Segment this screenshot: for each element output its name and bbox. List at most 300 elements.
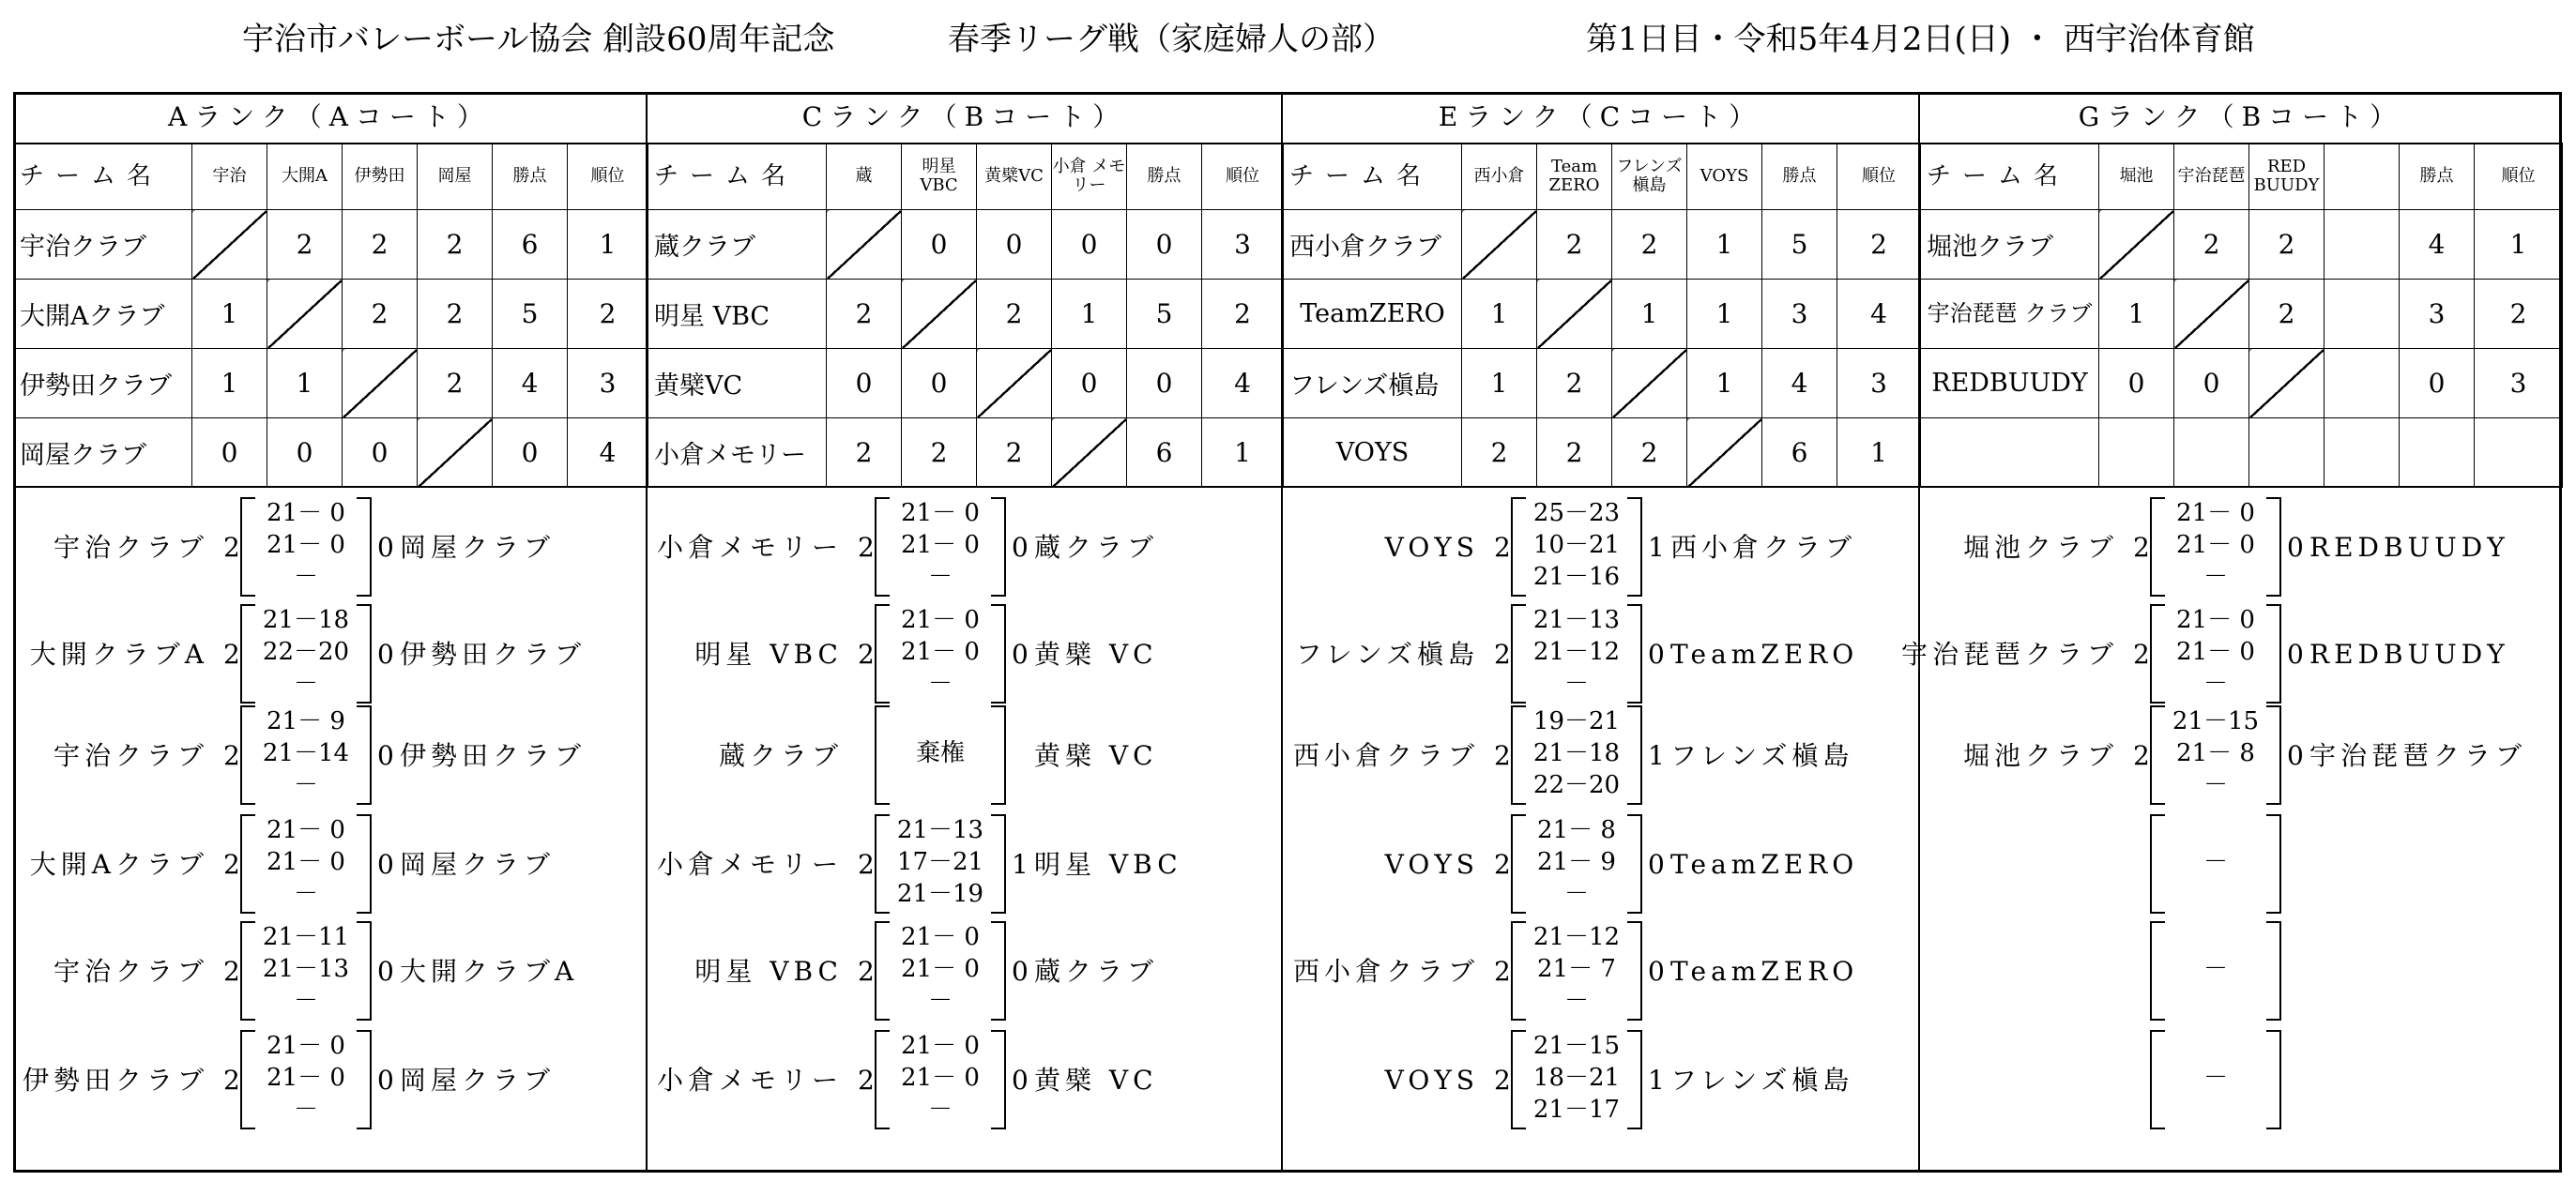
diagonal-cell: [343, 349, 418, 418]
set-score: 21－11: [262, 923, 350, 951]
table-row: [14, 418, 648, 488]
column-header: 順位: [2475, 144, 2563, 210]
team-name-header: チーム名: [648, 144, 827, 210]
score-bracket-left: [875, 814, 890, 914]
result-cell: 2: [1612, 210, 1687, 280]
rank-panel-3: [1900, 92, 2562, 1173]
home-team: VOYS: [1384, 532, 1479, 563]
set-score: 21－ 8: [2176, 739, 2255, 767]
score-bracket-left: [875, 921, 890, 1021]
score-bracket-left: [2150, 705, 2165, 805]
set-score: 21－ 0: [267, 848, 345, 876]
result-cell: 1: [1462, 349, 1537, 418]
table-row: [1284, 349, 1921, 418]
table-row: [648, 210, 1284, 280]
match-result: [1283, 705, 1920, 809]
score-bracket-left: [1511, 921, 1526, 1021]
set-score: 21－ 0: [267, 1032, 345, 1060]
home-team: 宇治クラブ: [53, 532, 208, 563]
team-name: フレンズ槇島: [1284, 349, 1462, 418]
match-result: [648, 497, 1283, 600]
column-header: 勝点: [1762, 144, 1837, 210]
set-score: 19－21: [1532, 707, 1621, 735]
diagonal-cell: [1537, 280, 1612, 349]
result-cell: 2: [977, 280, 1052, 349]
set-score: －: [1563, 987, 1589, 1015]
section-divider: [1283, 486, 1918, 488]
away-sets: 0: [377, 740, 394, 771]
score-bracket-right: [991, 1030, 1006, 1129]
set-score: －: [2203, 1064, 2228, 1092]
set-score: －: [2203, 670, 2228, 698]
away-team: 大開クラブA: [400, 956, 579, 987]
column-header: 勝点: [493, 144, 568, 210]
points-cell: 5: [493, 280, 568, 349]
column-header: 順位: [568, 144, 648, 210]
standings-table: [648, 143, 1284, 488]
points-cell: 6: [1127, 418, 1202, 488]
match-result: [1283, 1030, 1920, 1133]
away-sets: 0: [377, 532, 394, 563]
set-score: －: [293, 670, 318, 698]
set-score: 21－ 0: [901, 1032, 980, 1060]
set-score: 10－21: [1532, 531, 1621, 559]
diagonal-cell: [827, 210, 902, 280]
away-sets: 1: [1648, 532, 1665, 563]
result-cell: [2174, 418, 2249, 488]
table-row: [1921, 418, 2563, 488]
standings-table: [1920, 143, 2563, 488]
result-cell: 2: [267, 210, 343, 280]
standings-header-row: [1284, 144, 1921, 210]
set-score: 21－ 0: [901, 923, 980, 951]
result-cell: 2: [1462, 418, 1537, 488]
rank-heading: Cランク（Bコート）: [648, 92, 1281, 144]
score-bracket-left: [1511, 604, 1526, 704]
score-bracket-left: [240, 921, 255, 1021]
away-team: フレンズ槇島: [1670, 740, 1854, 771]
away-team: 岡屋クラブ: [400, 1065, 556, 1096]
match-result: [1920, 705, 2562, 809]
match-result: [13, 1030, 648, 1133]
set-score: －: [1563, 670, 1589, 698]
points-cell: 4: [2400, 210, 2475, 280]
set-score: －: [1563, 880, 1589, 908]
away-sets: 0: [377, 639, 394, 670]
column-header: VOYS: [1687, 144, 1762, 210]
team-name: 小倉メモリー: [648, 418, 827, 488]
score-bracket-left: [2150, 814, 2165, 914]
result-cell: 1: [1052, 280, 1127, 349]
page-title: [0, 0, 2576, 66]
column-header: 堀池: [2099, 144, 2174, 210]
team-name: TeamZERO: [1284, 280, 1462, 349]
result-cell: 2: [902, 418, 977, 488]
rank-cell: 1: [1837, 418, 1921, 488]
away-team: 黄檗 VC: [1034, 639, 1158, 670]
column-header: 勝点: [1127, 144, 1202, 210]
score-bracket-left: [1511, 1030, 1526, 1129]
score-bracket-left: [1511, 497, 1526, 597]
set-score: －: [293, 1096, 318, 1124]
diagonal-cell: [2174, 280, 2249, 349]
home-team: 宇治琵琶クラブ: [1900, 639, 2118, 670]
result-cell: [2324, 210, 2400, 280]
diagonal-cell: [1052, 418, 1127, 488]
away-sets: 0: [377, 849, 394, 880]
match-result: [1920, 921, 2562, 1024]
away-sets: 0: [1012, 532, 1029, 563]
home-team: 宇治クラブ: [53, 956, 208, 987]
result-cell: 0: [192, 418, 267, 488]
result-cell: 1: [1612, 280, 1687, 349]
rank-cell: 1: [1202, 418, 1284, 488]
result-cell: 1: [1687, 210, 1762, 280]
team-name: 伊勢田クラブ: [14, 349, 192, 418]
set-score: 21－13: [262, 955, 350, 983]
set-score: －: [927, 670, 953, 698]
set-score: 21－ 9: [267, 707, 345, 735]
diagonal-cell: [192, 210, 267, 280]
away-sets: 1: [1648, 740, 1665, 771]
home-sets: 2: [858, 1065, 875, 1096]
result-cell: 0: [343, 418, 418, 488]
standings-header-row: [1921, 144, 2563, 210]
rank-cell: 3: [1837, 349, 1921, 418]
result-cell: 0: [977, 210, 1052, 280]
team-name: 宇治クラブ: [14, 210, 192, 280]
score-bracket-right: [2266, 921, 2281, 1021]
set-score: 21－ 0: [267, 1064, 345, 1092]
set-score: 21－18: [262, 606, 350, 634]
home-team: 大開クラブA: [29, 639, 208, 670]
set-score: 21－ 0: [2176, 606, 2255, 634]
score-bracket-right: [1627, 705, 1642, 805]
result-cell: 0: [2099, 349, 2174, 418]
match-result: [648, 814, 1283, 917]
points-cell: 3: [1762, 280, 1837, 349]
score-bracket-right: [357, 604, 372, 704]
home-team: 小倉メモリー: [656, 849, 843, 880]
rank-cell: 4: [1202, 349, 1284, 418]
rank-panel-1: [648, 92, 1283, 1173]
set-score: 21－14: [262, 739, 350, 767]
rank-cell: 2: [568, 280, 648, 349]
away-sets: 0: [377, 956, 394, 987]
standings-header-row: [14, 144, 648, 210]
set-score: 21－15: [2172, 707, 2260, 735]
result-cell: 1: [192, 349, 267, 418]
set-score: －: [927, 987, 953, 1015]
set-score: －: [2203, 955, 2228, 983]
score-bracket-left: [2150, 604, 2165, 704]
match-result: [13, 921, 648, 1024]
away-sets: 0: [1012, 1065, 1029, 1096]
home-sets: 2: [2133, 740, 2150, 771]
away-team: REDBUUDY: [2309, 639, 2509, 670]
set-score: 21－ 7: [1537, 955, 1616, 983]
set-score: 21－16: [1532, 563, 1621, 591]
diagonal-cell: [418, 418, 493, 488]
set-score: －: [293, 563, 318, 591]
score-bracket-left: [240, 705, 255, 805]
team-name: 大開Aクラブ: [14, 280, 192, 349]
rank-cell: 3: [1202, 210, 1284, 280]
column-header: 蔵: [827, 144, 902, 210]
column-header: 宇治: [192, 144, 267, 210]
rank-cell: 2: [2475, 280, 2563, 349]
diagonal-cell: [977, 349, 1052, 418]
home-team: 明星 VBC: [694, 956, 843, 987]
home-team: 堀池クラブ: [1962, 740, 2118, 771]
score-bracket-left: [240, 497, 255, 597]
home-team: 小倉メモリー: [656, 532, 843, 563]
score-bracket-right: [2266, 497, 2281, 597]
home-team: 小倉メモリー: [656, 1065, 843, 1096]
home-team: 西小倉クラブ: [1292, 740, 1479, 771]
away-team: 岡屋クラブ: [400, 849, 556, 880]
points-cell: 0: [493, 418, 568, 488]
result-cell: 2: [343, 210, 418, 280]
points-cell: 4: [1762, 349, 1837, 418]
table-row: [1284, 280, 1921, 349]
home-team: 大開Aクラブ: [29, 849, 208, 880]
away-team: TeamZERO: [1670, 849, 1859, 880]
score-bracket-left: [2150, 921, 2165, 1021]
team-name: 岡屋クラブ: [14, 418, 192, 488]
result-cell: 2: [343, 280, 418, 349]
home-team: フレンズ槇島: [1295, 639, 1479, 670]
rank-panel-2: [1283, 92, 1920, 1173]
result-cell: 1: [1687, 349, 1762, 418]
result-cell: 1: [192, 280, 267, 349]
set-score: 22－20: [1532, 771, 1621, 799]
away-sets: 1: [1012, 849, 1029, 880]
result-cell: 2: [2249, 280, 2324, 349]
score-bracket-right: [1627, 1030, 1642, 1129]
rank-panel-0: [13, 92, 648, 1173]
column-header: 明星 VBC: [902, 144, 977, 210]
set-score: 21－19: [896, 880, 984, 908]
away-team: 明星 VBC: [1034, 849, 1182, 880]
result-cell: [2099, 418, 2174, 488]
table-row: [648, 349, 1284, 418]
points-cell: 6: [493, 210, 568, 280]
set-score: 17－21: [896, 848, 984, 876]
table-row: [648, 418, 1284, 488]
score-bracket-right: [991, 497, 1006, 597]
team-name-header: チーム名: [1921, 144, 2099, 210]
result-cell: 1: [1687, 280, 1762, 349]
table-row: [1921, 280, 2563, 349]
column-header: 伊勢田: [343, 144, 418, 210]
column-header: 黄檗VC: [977, 144, 1052, 210]
away-team: フレンズ槇島: [1670, 1065, 1854, 1096]
score-bracket-right: [991, 921, 1006, 1021]
column-header: 勝点: [2400, 144, 2475, 210]
points-cell: 6: [1762, 418, 1837, 488]
score-bracket-left: [875, 705, 890, 805]
set-score: －: [2203, 771, 2228, 799]
home-team: 蔵クラブ: [718, 740, 843, 771]
set-score: 棄権: [915, 739, 965, 767]
away-sets: 0: [1012, 639, 1029, 670]
score-bracket-left: [1511, 814, 1526, 914]
away-sets: 1: [1648, 1065, 1665, 1096]
result-cell: 2: [418, 210, 493, 280]
home-sets: 2: [2133, 532, 2150, 563]
score-bracket-left: [2150, 497, 2165, 597]
diagonal-cell: [2249, 349, 2324, 418]
home-sets: 2: [1494, 532, 1511, 563]
column-header: Team ZERO: [1537, 144, 1612, 210]
table-row: [14, 280, 648, 349]
away-team: 宇治琵琶クラブ: [2309, 740, 2527, 771]
set-score: 21－18: [1532, 739, 1621, 767]
home-sets: 2: [1494, 849, 1511, 880]
score-bracket-right: [1627, 921, 1642, 1021]
score-bracket-left: [875, 497, 890, 597]
home-team: 明星 VBC: [694, 639, 843, 670]
match-result: [648, 1030, 1283, 1133]
column-header: 岡屋: [418, 144, 493, 210]
score-bracket-left: [240, 1030, 255, 1129]
points-cell: 0: [1127, 210, 1202, 280]
home-sets: 2: [2133, 639, 2150, 670]
match-result: [13, 604, 648, 707]
result-cell: 0: [827, 349, 902, 418]
result-cell: [2324, 280, 2400, 349]
home-sets: 2: [223, 639, 240, 670]
result-cell: 2: [1537, 210, 1612, 280]
set-score: 21－ 9: [1537, 848, 1616, 876]
home-team: 宇治クラブ: [53, 740, 208, 771]
team-name: 堀池クラブ: [1921, 210, 2099, 280]
result-cell: 2: [827, 418, 902, 488]
result-cell: 0: [1052, 349, 1127, 418]
home-team: VOYS: [1384, 1065, 1479, 1096]
column-header: 宇治琵琶: [2174, 144, 2249, 210]
section-divider: [13, 486, 646, 488]
score-bracket-right: [357, 921, 372, 1021]
set-score: －: [293, 771, 318, 799]
match-result: [13, 705, 648, 809]
set-score: －: [927, 1096, 953, 1124]
result-cell: [2324, 349, 2400, 418]
away-team: 西小倉クラブ: [1670, 532, 1857, 563]
rank-cell: 1: [568, 210, 648, 280]
home-sets: 2: [858, 956, 875, 987]
set-score: 21－ 0: [267, 499, 345, 527]
away-team: 蔵クラブ: [1034, 956, 1159, 987]
score-bracket-left: [1511, 705, 1526, 805]
set-score: 21－ 0: [267, 816, 345, 844]
team-name-header: チーム名: [1284, 144, 1462, 210]
match-result: [1283, 604, 1920, 707]
home-sets: 2: [1494, 1065, 1511, 1096]
match-result: [1920, 814, 2562, 917]
points-cell: 0: [1127, 349, 1202, 418]
team-name: VOYS: [1284, 418, 1462, 488]
set-score: 21－12: [1532, 923, 1621, 951]
set-score: 21－ 0: [901, 638, 980, 666]
points-cell: 4: [493, 349, 568, 418]
team-name: 宇治琵琶 クラブ: [1921, 280, 2099, 349]
score-bracket-left: [240, 604, 255, 704]
away-sets: 0: [1012, 956, 1029, 987]
points-cell: 3: [2400, 280, 2475, 349]
away-sets: 0: [2287, 639, 2304, 670]
rank-cell: 1: [2475, 210, 2563, 280]
match-result: [648, 604, 1283, 707]
result-cell: 0: [902, 349, 977, 418]
match-result: [648, 705, 1283, 809]
table-row: [1284, 418, 1921, 488]
score-bracket-right: [2266, 1030, 2281, 1129]
away-team: REDBUUDY: [2309, 532, 2509, 563]
result-cell: 2: [1537, 349, 1612, 418]
table-row: [1921, 349, 2563, 418]
score-bracket-left: [875, 604, 890, 704]
result-cell: 2: [827, 280, 902, 349]
away-sets: 0: [1648, 639, 1665, 670]
home-sets: 2: [1494, 740, 1511, 771]
score-bracket-right: [2266, 604, 2281, 704]
match-result: [1283, 921, 1920, 1024]
away-team: 岡屋クラブ: [400, 532, 556, 563]
result-cell: 2: [2174, 210, 2249, 280]
score-bracket-right: [1627, 497, 1642, 597]
match-result: [1920, 497, 2562, 600]
score-bracket-right: [1627, 604, 1642, 704]
result-cell: 0: [267, 418, 343, 488]
column-header: 西小倉: [1462, 144, 1537, 210]
points-cell: [2400, 418, 2475, 488]
away-sets: 0: [2287, 740, 2304, 771]
set-score: 22－20: [262, 638, 350, 666]
result-cell: 2: [977, 418, 1052, 488]
set-score: 25－23: [1532, 499, 1621, 527]
rank-cell: 4: [1837, 280, 1921, 349]
score-bracket-right: [357, 1030, 372, 1129]
set-score: －: [2203, 563, 2228, 591]
result-cell: 2: [1537, 418, 1612, 488]
team-name: REDBUUDY: [1921, 349, 2099, 418]
rank-heading: Eランク（Cコート）: [1283, 92, 1918, 144]
home-sets: 2: [223, 956, 240, 987]
match-result: [1920, 1030, 2562, 1133]
home-sets: 2: [223, 740, 240, 771]
set-score: 21－13: [896, 816, 984, 844]
set-score: 21－ 0: [901, 606, 980, 634]
result-cell: 0: [2174, 349, 2249, 418]
match-result: [13, 814, 648, 917]
section-divider: [1920, 486, 2562, 488]
set-score: 21－12: [1532, 638, 1621, 666]
table-row: [1921, 210, 2563, 280]
rank-cell: 2: [1202, 280, 1284, 349]
home-sets: 2: [858, 849, 875, 880]
home-sets: 2: [1494, 956, 1511, 987]
column-header: 大開A: [267, 144, 343, 210]
set-score: 21－15: [1532, 1032, 1621, 1060]
away-team: 黄檗 VC: [1034, 1065, 1158, 1096]
diagonal-cell: [267, 280, 343, 349]
diagonal-cell: [1612, 349, 1687, 418]
title-date-venue: 第1日目・令和5年4月2日(日) ・ 西宇治体育館: [1586, 21, 2255, 58]
set-score: 21－ 8: [1537, 816, 1616, 844]
score-bracket-right: [991, 814, 1006, 914]
